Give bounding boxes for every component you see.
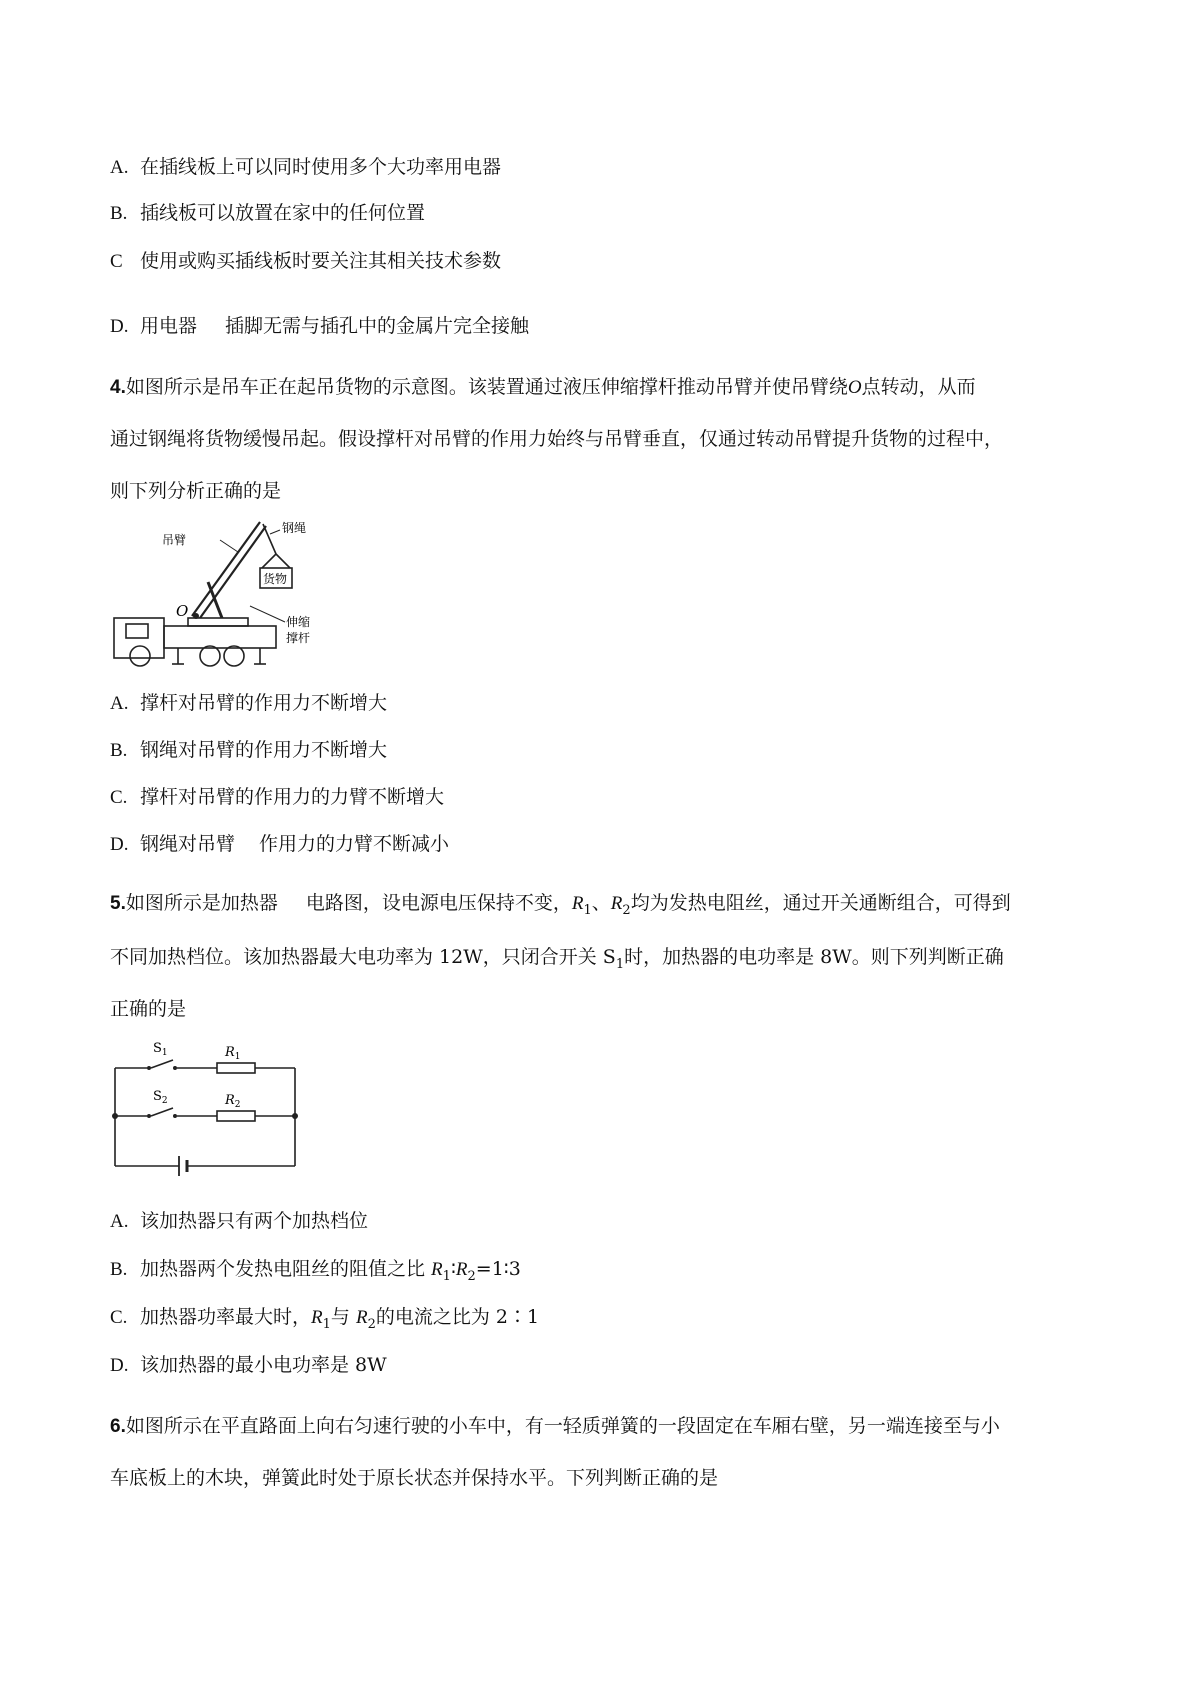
stem-text: 车底板上的木块，弹簧此时处于原长状态并保持水平。下列判断正确的是 (110, 1467, 719, 1489)
label-rope: 钢绳 (282, 521, 307, 535)
option-text: 插脚无需与插孔中的金属片完全接触 (225, 315, 530, 337)
option-text: 的电流之比为 2∶1 (375, 1306, 540, 1328)
option-text: 加热器功率最大时， (140, 1306, 312, 1328)
stem-text: 则下列分析正确的是 (110, 480, 282, 502)
option-letter: C. (110, 1307, 128, 1328)
crane-boom (192, 522, 260, 616)
q3-option-a (110, 154, 501, 181)
q4-option-d (110, 831, 449, 858)
switch-contact (173, 1066, 177, 1070)
q6-stem-line2 (110, 1465, 718, 1491)
question-number: 5. (110, 893, 126, 914)
label-pivot-o: O (176, 602, 189, 620)
telescopic-strut (208, 582, 222, 618)
option-letter: A. (110, 693, 129, 714)
option-text: 与 (330, 1306, 356, 1328)
stem-text: 如图所示在平直路面上向右匀速行驶的小车中，有一轻质弹簧的一段固定在车厢右壁，另一端连接至与小 (125, 1415, 1000, 1437)
q4-option-b (110, 737, 387, 764)
option-text: 作用力的力臂不断减小 (259, 833, 450, 855)
label-arm: 吊臂 (162, 533, 187, 547)
q6-stem-line1 (110, 1413, 1000, 1440)
subscript: 2 (367, 1316, 376, 1332)
pivot-symbol: O (847, 377, 862, 398)
switch-contact (173, 1114, 177, 1118)
stem-text: 通过钢绳将货物缓慢吊起。假设撑杆对吊臂的作用力始终与吊臂垂直，仅通过转动吊臂提升货物的过程中， (110, 428, 1004, 450)
q3-option-c (110, 248, 501, 275)
option-letter: A. (110, 157, 129, 178)
q5-option-c (110, 1304, 539, 1338)
q5-option-b (110, 1256, 521, 1290)
subscript: 1 (615, 956, 625, 972)
crane-boom (200, 526, 266, 618)
resistor-symbol: R (355, 1307, 368, 1328)
label-s2: $S_2$ (153, 1089, 168, 1106)
wheel (224, 646, 244, 666)
resistor-symbol: R (311, 1307, 323, 1328)
label-r2: $R_2$ (225, 1093, 241, 1110)
label-cargo: 货物 (263, 572, 288, 586)
q4-stem-line3 (110, 478, 281, 504)
label-strut: 撑杆 (286, 631, 311, 645)
option-text: 该加热器的最小电功率是 8W (140, 1354, 387, 1376)
option-letter: B. (110, 1259, 128, 1280)
switch-s2-blade (151, 1108, 173, 1116)
question-number: 6. (110, 1416, 126, 1437)
q4-stem-line2 (110, 426, 1003, 452)
option-text: 插线板可以放置在家中的任何位置 (140, 202, 426, 224)
option-text: 在插线板上可以同时使用多个大功率用电器 (140, 156, 502, 178)
option-letter: C (110, 251, 123, 272)
option-letter: D. (110, 834, 129, 855)
q3-option-b (110, 200, 425, 227)
switch-contact (147, 1114, 151, 1118)
option-text: 钢绳对吊臂的作用力不断增大 (140, 739, 388, 761)
leader-line (250, 606, 285, 622)
option-text: ∶ (450, 1258, 456, 1280)
q3-option-d (110, 313, 529, 340)
option-letter: A. (110, 1211, 129, 1232)
option-text: =1∶3 (475, 1258, 521, 1280)
subscript: 2 (467, 1268, 476, 1284)
resistor-r1 (217, 1063, 255, 1073)
stem-text: 正确的是 (110, 998, 187, 1020)
option-letter: D. (110, 316, 129, 337)
junction-node (292, 1113, 298, 1119)
q5-stem-line1 (110, 890, 1011, 924)
subscript: 1 (442, 1268, 451, 1284)
subscript: 2 (622, 902, 631, 918)
crane-figure (110, 518, 350, 668)
q5-stem-line3 (110, 996, 186, 1022)
leader-line (270, 530, 280, 534)
wheel (130, 646, 150, 666)
resistor-symbol: R (610, 893, 623, 914)
stem-text: 、 (591, 892, 611, 914)
option-text: 撑杆对吊臂的作用力不断增大 (140, 692, 388, 714)
q4-stem-line1 (110, 374, 976, 401)
subscript: 1 (583, 902, 592, 918)
pivot-point (193, 613, 199, 619)
q5-stem-line2 (110, 944, 1004, 978)
option-text: 加热器两个发热电阻丝的阻值之比 (140, 1258, 432, 1280)
turntable (188, 618, 248, 626)
label-s1: $S_1$ (153, 1041, 168, 1058)
cab-window (126, 624, 148, 638)
resistor-symbol: R (571, 893, 584, 914)
resistor-symbol: R (431, 1259, 443, 1280)
stem-text: 如图所示是加热器 (125, 892, 278, 914)
stem-text: 不同加热档位。该加热器最大电功率为 12W，只闭合开关 S (110, 946, 616, 968)
stem-text: 时，加热器的电功率是 8W。则下列判断正确 (624, 946, 1004, 968)
stem-text: 均为发热电阻丝，通过开关通断组合，可得到 (630, 892, 1011, 914)
q5-option-d (110, 1352, 387, 1379)
stem-text: 点转动，从而 (861, 376, 976, 398)
resistor-symbol: R (455, 1259, 468, 1280)
subscript: 1 (322, 1316, 331, 1332)
circuit-figure (105, 1038, 305, 1178)
q5-option-a (110, 1208, 368, 1235)
switch-contact (147, 1066, 151, 1070)
switch-s1-blade (151, 1060, 173, 1068)
stem-text: 如图所示是吊车正在起吊货物的示意图。该装置通过液压伸缩撑杆推动吊臂并使吊臂绕 (125, 376, 848, 398)
option-letter: B. (110, 203, 128, 224)
q4-option-c (110, 784, 444, 811)
steel-rope (263, 524, 276, 554)
label-strut: 伸缩 (286, 615, 311, 629)
option-text: 用电器 (140, 315, 198, 337)
option-text: 钢绳对吊臂 (140, 833, 236, 855)
option-letter: D. (110, 1355, 129, 1376)
question-number: 4. (110, 377, 126, 398)
leader-line (220, 540, 238, 552)
wheel (200, 646, 220, 666)
steel-rope (276, 554, 290, 568)
steel-rope (262, 554, 276, 568)
truck-bed (164, 626, 276, 648)
option-text: 该加热器只有两个加热档位 (140, 1210, 369, 1232)
resistor-r2 (217, 1111, 255, 1121)
label-r1: $R_1$ (225, 1045, 241, 1062)
option-letter: B. (110, 740, 128, 761)
junction-node (112, 1113, 118, 1119)
option-text: 使用或购买插线板时要关注其相关技术参数 (140, 250, 502, 272)
q4-option-a (110, 690, 387, 717)
option-letter: C. (110, 787, 128, 808)
option-text: 撑杆对吊臂的作用力的力臂不断增大 (140, 786, 445, 808)
stem-text: 电路图，设电源电压保持不变， (305, 892, 572, 914)
